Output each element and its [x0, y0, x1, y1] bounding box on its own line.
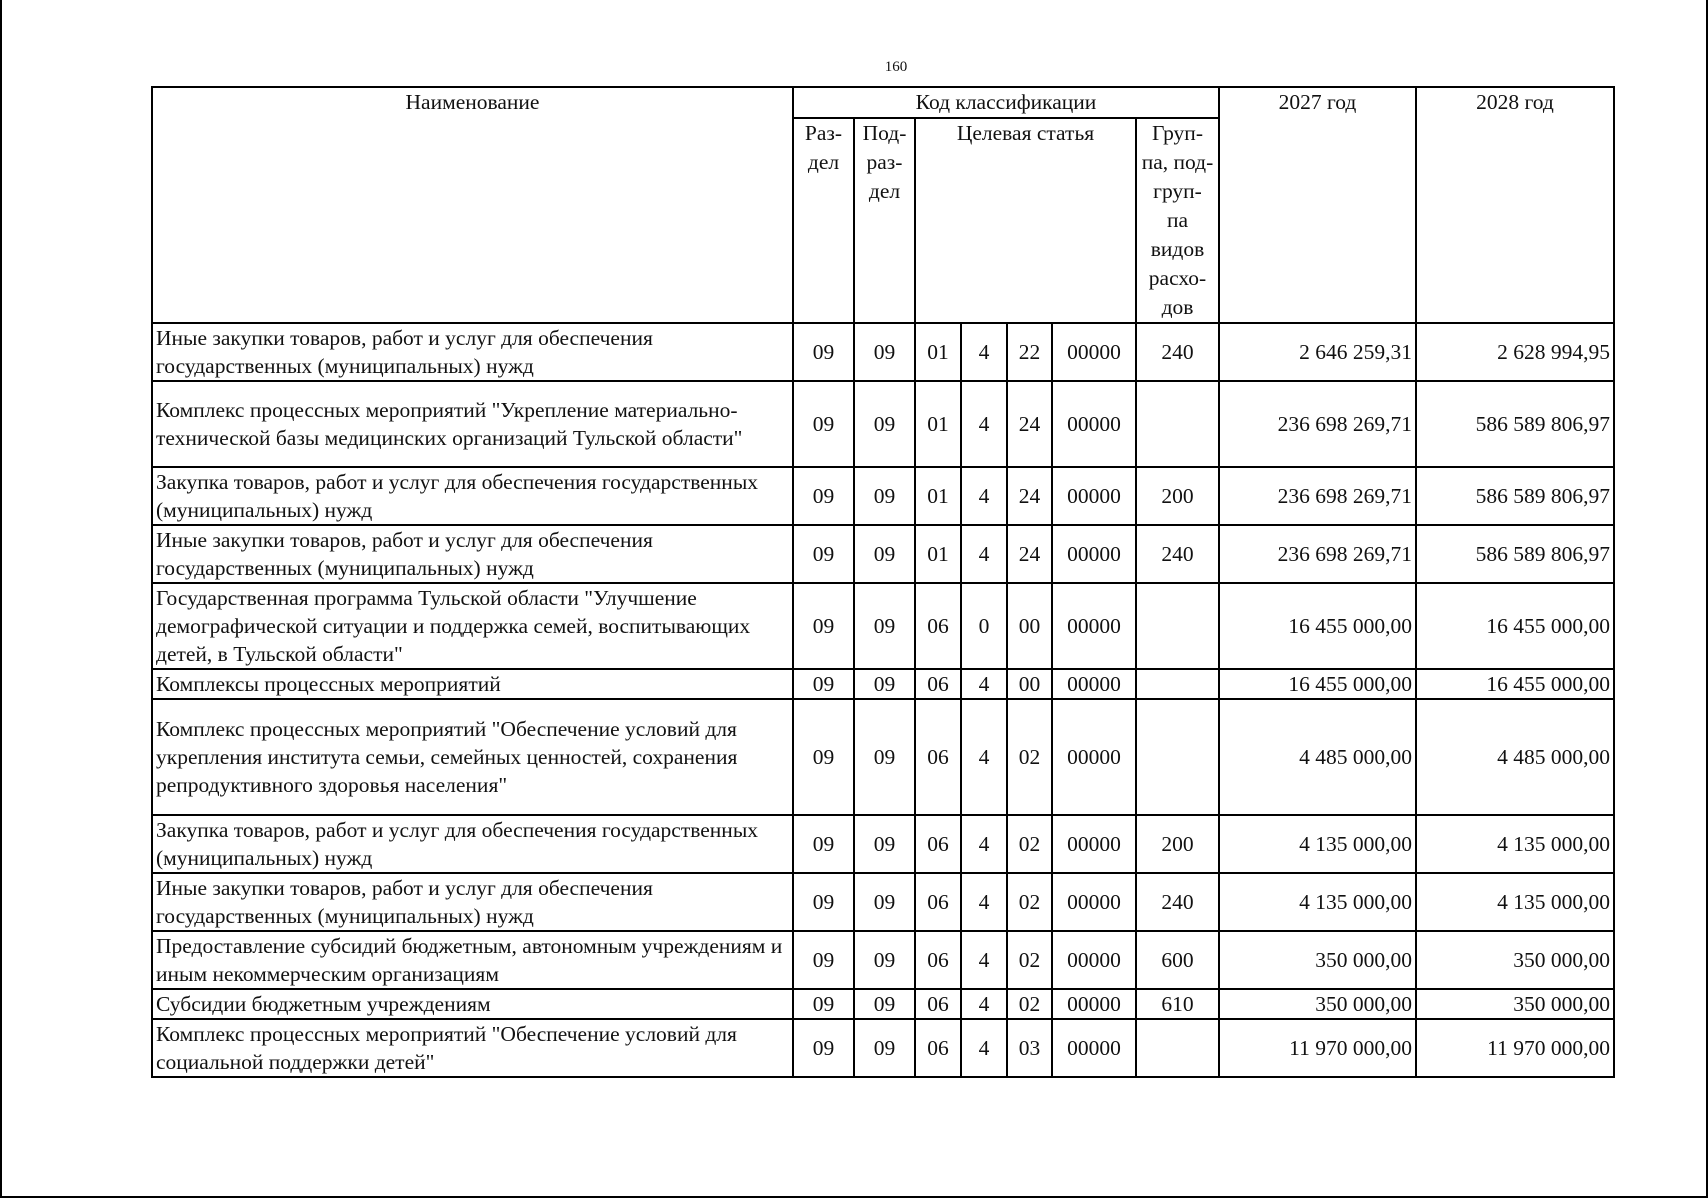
row-target-direction: 00000	[1052, 669, 1136, 699]
row-amount-2027: 236 698 269,71	[1219, 467, 1416, 525]
row-amount-2027: 236 698 269,71	[1219, 381, 1416, 467]
row-name: Комплекс процессных мероприятий "Укрепление материально-технической базы медицинских организаций Тульской области"	[152, 381, 793, 467]
table-row	[152, 525, 1614, 583]
row-podrazdel: 09	[854, 669, 915, 699]
row-amount-2027: 4 135 000,00	[1219, 873, 1416, 931]
row-expense-group	[1136, 1019, 1219, 1077]
table-row	[152, 815, 1614, 873]
row-razdel: 09	[793, 815, 854, 873]
row-target-program: 06	[915, 989, 961, 1019]
row-podrazdel: 09	[854, 381, 915, 467]
row-razdel: 09	[793, 381, 854, 467]
row-podrazdel: 09	[854, 467, 915, 525]
header-target-article: Целевая статья	[915, 118, 1136, 323]
table-row	[152, 873, 1614, 931]
row-amount-2027: 4 485 000,00	[1219, 699, 1416, 815]
row-amount-2028: 2 628 994,95	[1416, 323, 1614, 381]
row-name: Закупка товаров, работ и услуг для обеспечения государственных (муниципальных) нужд	[152, 467, 793, 525]
table-header	[152, 87, 1614, 323]
table-row	[152, 381, 1614, 467]
row-target-program: 06	[915, 583, 961, 669]
row-target-type: 4	[961, 467, 1007, 525]
row-amount-2028: 350 000,00	[1416, 989, 1614, 1019]
table-row	[152, 583, 1614, 669]
header-name: Наименование	[152, 87, 793, 323]
row-target-structure: 02	[1007, 989, 1052, 1019]
row-podrazdel: 09	[854, 989, 915, 1019]
row-amount-2028: 16 455 000,00	[1416, 583, 1614, 669]
row-podrazdel: 09	[854, 323, 915, 381]
row-target-program: 06	[915, 931, 961, 989]
row-amount-2028: 350 000,00	[1416, 931, 1614, 989]
row-target-program: 06	[915, 669, 961, 699]
row-amount-2028: 586 589 806,97	[1416, 467, 1614, 525]
row-target-structure: 03	[1007, 1019, 1052, 1077]
row-target-program: 01	[915, 467, 961, 525]
row-name: Закупка товаров, работ и услуг для обеспечения государственных (муниципальных) нужд	[152, 815, 793, 873]
header-year-2027: 2027 год	[1219, 87, 1416, 323]
row-target-type: 4	[961, 381, 1007, 467]
row-target-type: 4	[961, 323, 1007, 381]
row-name: Иные закупки товаров, работ и услуг для обеспечения государственных (муниципальных) нужд	[152, 873, 793, 931]
row-amount-2027: 350 000,00	[1219, 989, 1416, 1019]
row-target-structure: 00	[1007, 583, 1052, 669]
row-name: Субсидии бюджетным учреждениям	[152, 989, 793, 1019]
row-target-direction: 00000	[1052, 815, 1136, 873]
row-target-structure: 24	[1007, 525, 1052, 583]
row-target-type: 4	[961, 873, 1007, 931]
budget-table	[151, 86, 1615, 1078]
row-target-structure: 24	[1007, 467, 1052, 525]
row-name: Комплекс процессных мероприятий "Обеспечение условий для укрепления института семьи, семейных ценностей, сохранения репродуктивного здоровья населения"	[152, 699, 793, 815]
row-podrazdel: 09	[854, 525, 915, 583]
row-amount-2027: 16 455 000,00	[1219, 583, 1416, 669]
page-number: 160	[884, 59, 908, 75]
row-razdel: 09	[793, 931, 854, 989]
row-target-type: 0	[961, 583, 1007, 669]
row-razdel: 09	[793, 669, 854, 699]
row-target-program: 06	[915, 873, 961, 931]
row-target-structure: 02	[1007, 815, 1052, 873]
row-expense-group: 240	[1136, 525, 1219, 583]
row-name: Предоставление субсидий бюджетным, автономным учреждениям и иным некоммерческим организациям	[152, 931, 793, 989]
row-target-direction: 00000	[1052, 467, 1136, 525]
row-amount-2027: 236 698 269,71	[1219, 525, 1416, 583]
table-row	[152, 989, 1614, 1019]
row-expense-group	[1136, 583, 1219, 669]
row-razdel: 09	[793, 583, 854, 669]
row-target-type: 4	[961, 669, 1007, 699]
row-amount-2028: 586 589 806,97	[1416, 381, 1614, 467]
row-expense-group: 200	[1136, 815, 1219, 873]
row-target-direction: 00000	[1052, 525, 1136, 583]
row-target-program: 06	[915, 815, 961, 873]
row-name: Комплекс процессных мероприятий "Обеспечение условий для социальной поддержки детей"	[152, 1019, 793, 1077]
row-target-program: 01	[915, 381, 961, 467]
row-target-type: 4	[961, 1019, 1007, 1077]
row-expense-group	[1136, 669, 1219, 699]
row-expense-group: 200	[1136, 467, 1219, 525]
header-year-2028: 2028 год	[1416, 87, 1614, 323]
header-classification: Код классификации	[793, 87, 1219, 118]
row-target-program: 06	[915, 699, 961, 815]
row-target-structure: 00	[1007, 669, 1052, 699]
row-target-type: 4	[961, 525, 1007, 583]
row-target-direction: 00000	[1052, 873, 1136, 931]
row-podrazdel: 09	[854, 699, 915, 815]
row-podrazdel: 09	[854, 873, 915, 931]
table-row	[152, 323, 1614, 381]
row-amount-2028: 16 455 000,00	[1416, 669, 1614, 699]
row-target-structure: 02	[1007, 873, 1052, 931]
row-amount-2027: 350 000,00	[1219, 931, 1416, 989]
row-target-program: 01	[915, 525, 961, 583]
row-target-type: 4	[961, 989, 1007, 1019]
header-razdel: Раз- дел	[793, 118, 854, 323]
table-row	[152, 931, 1614, 989]
row-podrazdel: 09	[854, 1019, 915, 1077]
row-amount-2028: 4 485 000,00	[1416, 699, 1614, 815]
row-expense-group: 610	[1136, 989, 1219, 1019]
row-podrazdel: 09	[854, 931, 915, 989]
row-amount-2027: 2 646 259,31	[1219, 323, 1416, 381]
row-amount-2028: 11 970 000,00	[1416, 1019, 1614, 1077]
row-amount-2028: 586 589 806,97	[1416, 525, 1614, 583]
row-target-program: 06	[915, 1019, 961, 1077]
row-expense-group: 600	[1136, 931, 1219, 989]
row-target-program: 01	[915, 323, 961, 381]
row-amount-2027: 11 970 000,00	[1219, 1019, 1416, 1077]
row-podrazdel: 09	[854, 815, 915, 873]
table-row	[152, 669, 1614, 699]
row-target-structure: 24	[1007, 381, 1052, 467]
row-target-type: 4	[961, 815, 1007, 873]
row-razdel: 09	[793, 467, 854, 525]
row-razdel: 09	[793, 873, 854, 931]
row-razdel: 09	[793, 1019, 854, 1077]
table-row	[152, 467, 1614, 525]
table-row	[152, 1019, 1614, 1077]
header-expense-group: Груп- па, под- груп- па видов расхо- дов	[1136, 118, 1219, 323]
header-podrazdel: Под- раз- дел	[854, 118, 915, 323]
row-target-direction: 00000	[1052, 1019, 1136, 1077]
row-razdel: 09	[793, 525, 854, 583]
row-amount-2028: 4 135 000,00	[1416, 873, 1614, 931]
row-target-type: 4	[961, 931, 1007, 989]
row-name: Комплексы процессных мероприятий	[152, 669, 793, 699]
row-target-structure: 02	[1007, 699, 1052, 815]
row-target-direction: 00000	[1052, 989, 1136, 1019]
row-expense-group	[1136, 699, 1219, 815]
row-expense-group	[1136, 381, 1219, 467]
row-name: Иные закупки товаров, работ и услуг для обеспечения государственных (муниципальных) нужд	[152, 323, 793, 381]
row-podrazdel: 09	[854, 583, 915, 669]
row-target-structure: 22	[1007, 323, 1052, 381]
row-amount-2028: 4 135 000,00	[1416, 815, 1614, 873]
row-expense-group: 240	[1136, 323, 1219, 381]
table-body	[152, 323, 1614, 1077]
row-expense-group: 240	[1136, 873, 1219, 931]
table-row	[152, 699, 1614, 815]
row-amount-2027: 4 135 000,00	[1219, 815, 1416, 873]
row-razdel: 09	[793, 699, 854, 815]
row-razdel: 09	[793, 323, 854, 381]
row-target-type: 4	[961, 699, 1007, 815]
row-target-direction: 00000	[1052, 699, 1136, 815]
row-name: Иные закупки товаров, работ и услуг для обеспечения государственных (муниципальных) нужд	[152, 525, 793, 583]
row-target-direction: 00000	[1052, 381, 1136, 467]
row-target-direction: 00000	[1052, 323, 1136, 381]
row-target-direction: 00000	[1052, 931, 1136, 989]
row-amount-2027: 16 455 000,00	[1219, 669, 1416, 699]
row-name: Государственная программа Тульской области "Улучшение демографической ситуации и поддержка семей, воспитывающих детей, в Тульской области"	[152, 583, 793, 669]
row-target-structure: 02	[1007, 931, 1052, 989]
row-razdel: 09	[793, 989, 854, 1019]
row-target-direction: 00000	[1052, 583, 1136, 669]
